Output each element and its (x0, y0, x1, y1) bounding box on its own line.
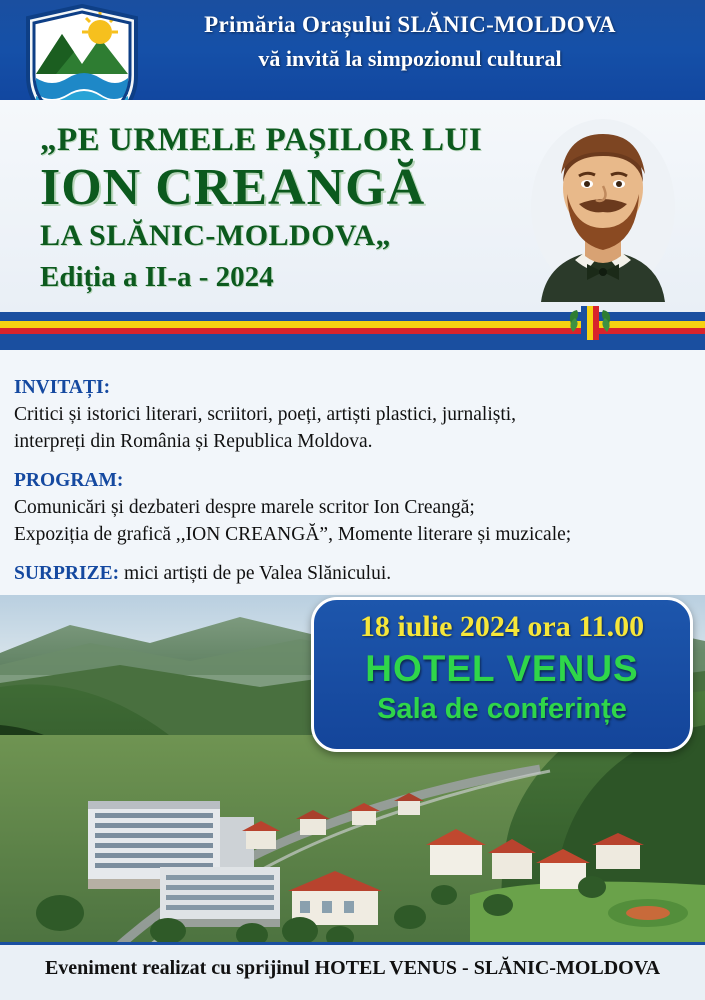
surprise-line (14, 560, 692, 587)
surprise-label: SURPRIZE (14, 563, 113, 584)
title-line-4: Ediția a II-a - 2024 (40, 261, 274, 293)
program-heading (14, 467, 692, 494)
program-block (14, 467, 692, 548)
footer-bar (0, 942, 705, 1000)
header-line-1: Primăria Orașului SLĂNIC-MOLDOVA (204, 12, 616, 37)
program-line-1: Comunicări și dezbateri despre marele scritor Ion Creangă; (14, 497, 475, 518)
callout-datetime: 18 iulie 2024 ora 11.00 (359, 610, 645, 643)
event-callout (311, 597, 693, 752)
title-line-3: LA SLĂNIC-MOLDOVA„ (40, 219, 391, 252)
program-line-2: Expoziția de grafică ,,ION CREANGĂ”, Momente literare și muzicale; (14, 524, 572, 545)
header-line-2: vă invită la simpozionul cultural (258, 46, 562, 71)
invited-label: INVITAȚI (14, 377, 104, 398)
surprise-block (14, 560, 692, 587)
title-line-2: ION CREANGĂ (40, 159, 426, 216)
header-title (130, 8, 690, 76)
ion-creanga-portrait-icon (523, 112, 683, 312)
invited-block (14, 374, 692, 455)
invited-line-2: interpreți din România și Republica Moldova. (14, 431, 373, 452)
surprise-text: mici artiști de pe Valea Slănicului. (123, 563, 392, 584)
invited-line-1: Critici și istorici literari, scriitori, poeți, artiști plastici, jurnaliști, (14, 404, 517, 425)
program-label: PROGRAM (14, 470, 117, 491)
invited-colon: : (103, 377, 111, 398)
callout-venue: HOTEL VENUS (365, 648, 639, 689)
event-title (40, 122, 510, 299)
romanian-flag-rosette-icon (567, 302, 613, 348)
footer-text: Eveniment realizat cu sprijinul HOTEL VENUS - SLĂNIC-MOLDOVA (44, 957, 661, 979)
details-text (14, 374, 692, 599)
invited-heading (14, 374, 692, 401)
title-line-1: „PE URMELE PAȘILOR LUI (40, 122, 483, 158)
details-section (0, 350, 705, 595)
surprise-colon: : (112, 563, 120, 584)
program-colon: : (116, 470, 124, 491)
callout-room: Sala de conferințe (377, 693, 627, 725)
